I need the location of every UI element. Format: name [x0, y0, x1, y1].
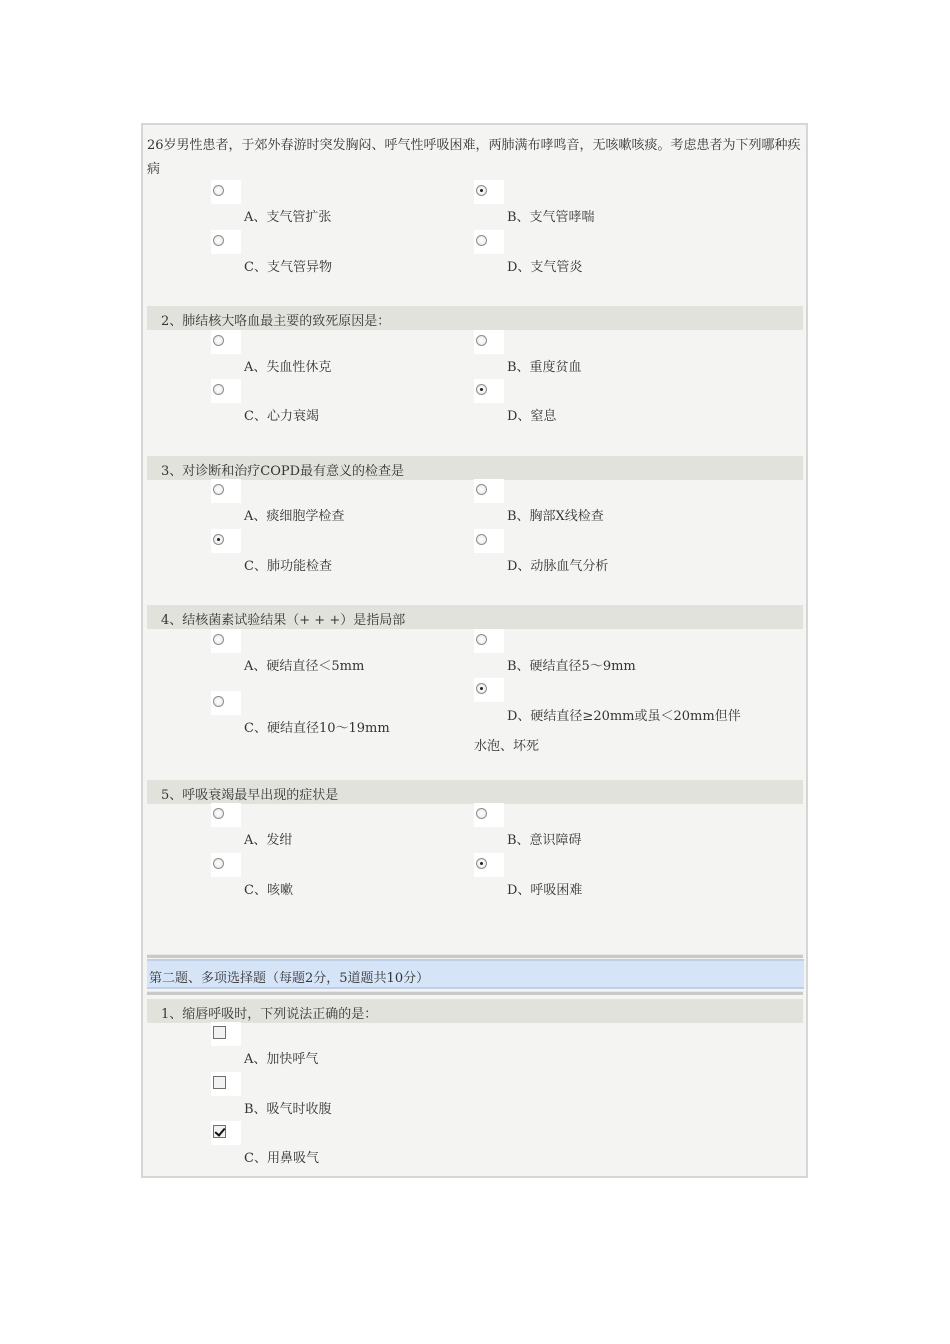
- q3-option-d-radio[interactable]: [476, 534, 487, 545]
- mc1-option-b-checkbox[interactable]: [213, 1076, 226, 1089]
- q1-option-d-radio[interactable]: [476, 235, 487, 246]
- q1-option-b-radio[interactable]: [476, 185, 487, 196]
- q3-option-b-label: B、胸部X线检查: [507, 509, 604, 524]
- q2-option-c-radio[interactable]: [213, 384, 224, 395]
- q1-option-d-label: D、支气管炎: [507, 260, 583, 275]
- q5-option-a-radio[interactable]: [213, 808, 224, 819]
- q2-option-d-radio[interactable]: [476, 384, 487, 395]
- q5-option-a-cell: [211, 803, 241, 827]
- question-3-text: 3、对诊断和治疗COPD最有意义的检查是: [161, 464, 405, 479]
- question-5-text: 5、呼吸衰竭最早出现的症状是: [161, 788, 339, 803]
- q1-option-a-radio[interactable]: [213, 185, 224, 196]
- question-1-text: 26岁男性患者，于郊外春游时突发胸闷、呼气性呼吸困难，两肺满布哮鸣音，无咳嗽咳痰。考虑患者为下列哪种疾病: [147, 138, 801, 177]
- question-4-header: [147, 605, 803, 629]
- q4-option-b-label: B、硬结直径5～9mm: [507, 659, 636, 674]
- question-5-header: [147, 780, 803, 804]
- q5-option-b-label: B、意识障碍: [507, 833, 582, 848]
- q3-option-d-cell: [474, 529, 504, 553]
- q5-option-b-cell: [474, 803, 504, 827]
- q5-option-b-radio[interactable]: [476, 808, 487, 819]
- q1-option-c-radio[interactable]: [213, 235, 224, 246]
- q2-option-c-cell: [211, 379, 241, 403]
- section-2-header: [147, 959, 804, 989]
- q4-option-b-radio[interactable]: [476, 634, 487, 645]
- q4-option-c-cell: [211, 691, 241, 715]
- q1-option-c-label: C、支气管异物: [244, 260, 332, 275]
- q4-option-a-radio[interactable]: [213, 634, 224, 645]
- mc-question-1-text: 1、缩唇呼吸时，下列说法正确的是：: [161, 1007, 378, 1022]
- q3-option-a-radio[interactable]: [213, 484, 224, 495]
- q2-option-a-cell: [211, 330, 241, 354]
- mc1-option-b-cell: [211, 1072, 241, 1096]
- q2-option-c-label: C、心力衰竭: [244, 409, 319, 424]
- mc1-option-b-label: B、吸气时收腹: [244, 1102, 332, 1117]
- q1-option-c-cell: [211, 230, 241, 254]
- q1-option-b-cell: [474, 180, 504, 204]
- q3-option-c-cell: [211, 529, 241, 553]
- mc-question-1-header: [147, 999, 803, 1023]
- question-4-text: 4、结核菌素试验结果（+ + +）是指局部: [161, 613, 406, 628]
- q4-option-d-cell: [474, 678, 504, 702]
- q5-option-d-label: D、呼吸困难: [507, 883, 583, 898]
- q2-option-d-cell: [474, 379, 504, 403]
- q3-option-a-label: A、痰细胞学检查: [244, 509, 345, 524]
- mc1-option-a-label: A、加快呼气: [244, 1052, 319, 1067]
- mc1-option-c-cell: [211, 1121, 241, 1145]
- q4-option-a-cell: [211, 629, 241, 653]
- q3-option-c-radio[interactable]: [213, 534, 224, 545]
- q4-option-d-radio[interactable]: [476, 683, 487, 694]
- q1-option-a-label: A、支气管扩张: [244, 210, 332, 225]
- q5-option-d-cell: [474, 853, 504, 877]
- q2-option-a-radio[interactable]: [213, 335, 224, 346]
- q3-option-a-cell: [211, 479, 241, 503]
- q4-option-c-radio[interactable]: [213, 696, 224, 707]
- section-divider: [147, 954, 803, 958]
- q4-option-d-label-cont: 水泡、坏死: [474, 739, 540, 754]
- q1-option-b-label: B、支气管哮喘: [507, 210, 595, 225]
- q2-option-a-label: A、失血性休克: [244, 360, 332, 375]
- mc1-option-c-checkbox[interactable]: [213, 1125, 226, 1138]
- question-3-header: [147, 456, 803, 480]
- q2-option-b-cell: [474, 330, 504, 354]
- q2-option-b-radio[interactable]: [476, 335, 487, 346]
- q3-option-c-label: C、肺功能检查: [244, 559, 332, 574]
- q3-option-b-cell: [474, 479, 504, 503]
- q5-option-c-radio[interactable]: [213, 858, 224, 869]
- mc1-option-c-label: C、用鼻吸气: [244, 1151, 319, 1166]
- q1-option-a-cell: [211, 180, 241, 204]
- q5-option-c-cell: [211, 853, 241, 877]
- q5-option-d-radio[interactable]: [476, 858, 487, 869]
- mc1-option-a-cell: [211, 1022, 241, 1046]
- q2-option-b-label: B、重度贫血: [507, 360, 582, 375]
- q4-option-b-cell: [474, 629, 504, 653]
- q4-option-a-label: A、硬结直径＜5mm: [244, 659, 365, 674]
- q3-option-b-radio[interactable]: [476, 484, 487, 495]
- q1-option-d-cell: [474, 230, 504, 254]
- section-2-title: 第二题、多项选择题（每题2分，5道题共10分）: [149, 971, 430, 986]
- q5-option-a-label: A、发绀: [244, 833, 293, 848]
- q5-option-c-label: C、咳嗽: [244, 883, 293, 898]
- mc1-option-a-checkbox[interactable]: [213, 1026, 226, 1039]
- q3-option-d-label: D、动脉血气分析: [507, 559, 609, 574]
- q2-option-d-label: D、窒息: [507, 409, 557, 424]
- q4-option-c-label: C、硬结直径10～19mm: [244, 721, 390, 736]
- q4-option-d-label: D、硬结直径≥20mm或虽＜20mm但伴: [507, 709, 741, 724]
- exam-panel: [141, 123, 808, 1178]
- question-2-header: [147, 306, 803, 330]
- section-divider: [147, 991, 803, 995]
- question-2-text: 2、肺结核大咯血最主要的致死原因是：: [161, 314, 391, 329]
